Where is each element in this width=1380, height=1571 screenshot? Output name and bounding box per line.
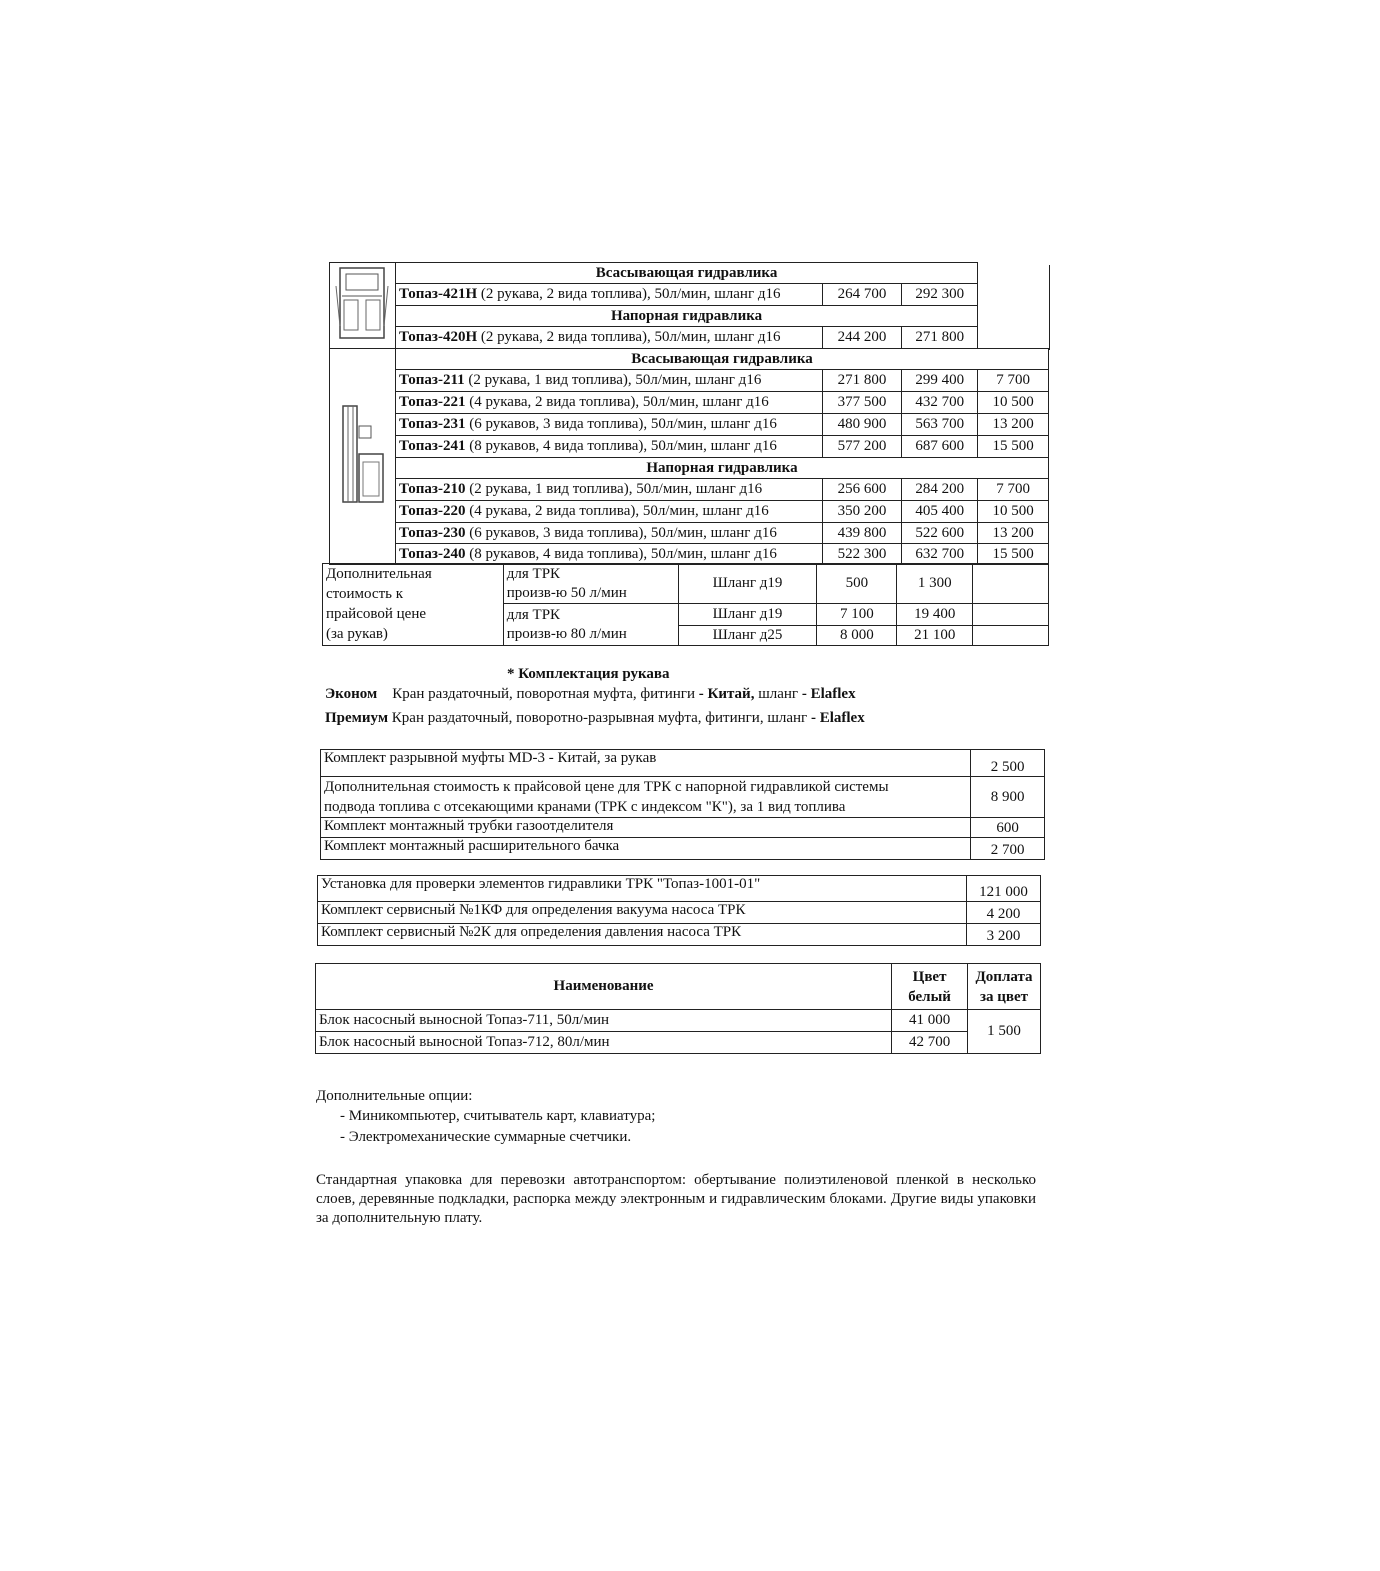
price-cell: 432 700 <box>902 392 978 414</box>
price-cell: 405 400 <box>902 501 978 523</box>
model-name: Топаз-420Н <box>398 329 478 345</box>
price-cell: 480 900 <box>822 414 902 436</box>
table-row <box>316 1010 1041 1032</box>
section-header: Напорная гидравлика <box>395 458 1048 479</box>
model-desc: (2 рукава, 2 вида топлива), 50л/мин, шланг д16 <box>480 329 781 345</box>
service-table <box>317 875 1041 946</box>
model-desc: (2 рукава, 2 вида топлива), 50л/мин, шланг д16 <box>480 286 781 302</box>
fuel-dispenser-column-icon <box>337 402 387 506</box>
item-name: Комплект разрывной муфты MD-3 - Китай, за рукав <box>321 750 971 777</box>
price-cell: 41 000 <box>892 1010 968 1032</box>
price-cell: 600 <box>971 818 1045 838</box>
table-row <box>330 436 1049 458</box>
price-cell: 292 300 <box>902 284 978 306</box>
options-item: - Электромеханические суммарные счетчики. <box>340 1129 632 1145</box>
price-cell: 299 400 <box>902 370 978 392</box>
table-row <box>330 392 1049 414</box>
ekonom-line: Эконом Кран раздаточный, поворотная муфта, фитинги - Китай, шланг - Elaflex <box>325 686 856 702</box>
section-header: Напорная гидравлика <box>395 306 977 327</box>
extra-cost-table <box>322 563 1049 646</box>
price-cell: 577 200 <box>822 436 902 458</box>
table-row <box>330 327 1049 349</box>
price-cell: 10 500 <box>978 501 1049 523</box>
header-name: Наименование <box>316 964 892 1010</box>
hose-cell: Шланг д19 <box>678 604 817 626</box>
hose-cell: Шланг д25 <box>678 626 817 646</box>
model-name: Топаз-220 <box>398 503 466 519</box>
model-name: Топаз-210 <box>398 481 466 497</box>
price-cell: 19 400 <box>897 604 973 626</box>
price-cell: 2 700 <box>971 838 1045 860</box>
table-row <box>330 284 1049 306</box>
price-cell: 42 700 <box>892 1032 968 1054</box>
table-row <box>318 924 1041 946</box>
price-cell: 7 700 <box>978 370 1049 392</box>
price-cell: 563 700 <box>902 414 978 436</box>
price-cell: 3 200 <box>967 924 1041 946</box>
item-name: Комплект монтажный трубки газоотделителя <box>321 818 971 838</box>
table-edge-line <box>1049 265 1050 350</box>
model-desc: (4 рукава, 2 вида топлива), 50л/мин, шланг д16 <box>469 503 769 519</box>
price-cell: 2 500 <box>971 750 1045 777</box>
options-item: - Миникомпьютер, считыватель карт, клавиатура; <box>340 1108 656 1124</box>
model-name: Топаз-211 <box>398 372 465 388</box>
price-cell: 13 200 <box>978 414 1049 436</box>
price-cell: 500 <box>817 564 897 604</box>
surcharge-cell: 1 500 <box>968 1010 1041 1054</box>
model-desc: (4 рукава, 2 вида топлива), 50л/мин, шланг д16 <box>469 394 769 410</box>
price-cell: 284 200 <box>902 479 978 501</box>
komplektacia-title: * Комплектация рукава <box>507 666 670 682</box>
price-cell: 264 700 <box>822 284 902 306</box>
model-desc: (6 рукавов, 3 вида топлива), 50л/мин, шланг д16 <box>469 524 777 541</box>
price-cell: 10 500 <box>978 392 1049 414</box>
table-row <box>330 370 1049 392</box>
price-cell: 13 200 <box>978 523 1049 544</box>
table-row <box>316 1032 1041 1054</box>
options-title: Дополнительные опции: <box>316 1088 473 1104</box>
model-desc: (8 рукавов, 4 вида топлива), 50л/мин, шланг д16 <box>469 438 777 454</box>
price-cell: 377 500 <box>822 392 902 414</box>
price-cell: 4 200 <box>967 902 1041 924</box>
price-cell: 7 700 <box>978 479 1049 501</box>
fuel-dispenser-icon <box>332 266 392 340</box>
section-header: Всасывающая гидравлика <box>395 349 1048 370</box>
price-cell: 8 000 <box>817 626 897 646</box>
price-cell: 350 200 <box>822 501 902 523</box>
header-color-white: Цвет белый <box>892 964 968 1010</box>
header-color-surcharge: Доплата за цвет <box>968 964 1041 1010</box>
model-desc: (6 рукавов, 3 вида топлива), 50л/мин, шланг д16 <box>469 416 777 432</box>
price-cell: 687 600 <box>902 436 978 458</box>
section-header: Всасывающая гидравлика <box>395 263 977 284</box>
dispenser-image-400 <box>330 263 396 349</box>
price-cell: 244 200 <box>822 327 902 349</box>
main-price-table <box>329 262 1049 565</box>
pump-blocks-table <box>315 963 1041 1054</box>
model-desc: (2 рукава, 1 вид топлива), 50л/мин, шланг д16 <box>469 481 763 497</box>
packaging-paragraph: Стандартная упаковка для перевозки автотранспортом: обертывание полиэтиленовой пленкой в несколько слоев, деревянные подкладки, распорка между электронным и гидравлическим блоками. Другие виды упаковки за дополнительную плату. <box>316 1172 1036 1226</box>
model-desc: (8 рукавов, 4 вида топлива), 50л/мин, шланг д16 <box>469 545 777 562</box>
price-cell: 522 300 <box>822 544 902 565</box>
price-cell: 1 300 <box>897 564 973 604</box>
price-cell: 121 000 <box>967 876 1041 902</box>
price-cell: 15 500 <box>978 436 1049 458</box>
price-cell: 271 800 <box>902 327 978 349</box>
table-row <box>330 501 1049 523</box>
item-name: Дополнительная стоимость к прайсовой цене для ТРК с напорной гидравликой системы подвода топлива с отсекающими кранами (ТРК с индексом "К"), за 1 вид топлива <box>321 777 971 818</box>
model-name: Топаз-240 <box>398 545 466 562</box>
price-cell: 439 800 <box>822 523 902 544</box>
model-name: Топаз-421Н <box>398 286 478 302</box>
table-row <box>330 479 1049 501</box>
model-name: Топаз-230 <box>398 524 466 541</box>
extra-cost-label: Дополнительная стоимость к прайсовой цене (за рукав) <box>323 564 504 646</box>
price-cell: 632 700 <box>902 544 978 565</box>
price-cell: 522 600 <box>902 523 978 544</box>
table-row <box>321 838 1045 860</box>
table-row <box>318 876 1041 902</box>
item-name: Установка для проверки элементов гидравлики ТРК "Топаз-1001-01" <box>318 876 967 902</box>
item-name: Блок насосный выносной Топаз-711, 50л/мин <box>316 1010 892 1032</box>
model-desc: (2 рукава, 1 вид топлива), 50л/мин, шланг д16 <box>468 372 762 388</box>
item-name: Комплект сервисный №2К для определения давления насоса ТРК <box>318 924 967 946</box>
model-name: Топаз-231 <box>398 416 466 432</box>
item-name: Комплект монтажный расширительного бачка <box>321 838 971 860</box>
price-cell: 271 800 <box>822 370 902 392</box>
price-cell: 21 100 <box>897 626 973 646</box>
dispenser-image-200 <box>330 349 396 565</box>
table-row <box>318 902 1041 924</box>
table-row <box>330 544 1049 565</box>
hose-cell: Шланг д19 <box>678 564 817 604</box>
item-name: Комплект сервисный №1КФ для определения вакуума насоса ТРК <box>318 902 967 924</box>
price-cell: 256 600 <box>822 479 902 501</box>
extra-group-50: для ТРК произв-ю 50 л/мин <box>503 564 678 604</box>
table-row <box>321 750 1045 777</box>
price-cell: 15 500 <box>978 544 1049 565</box>
price-cell: 8 900 <box>971 777 1045 818</box>
item-name: Блок насосный выносной Топаз-712, 80л/мин <box>316 1032 892 1054</box>
price-cell: 7 100 <box>817 604 897 626</box>
table-row <box>321 818 1045 838</box>
model-name: Топаз-221 <box>398 394 466 410</box>
model-name: Топаз-241 <box>398 438 466 454</box>
premium-line: Премиум Кран раздаточный, поворотно-разрывная муфта, фитинги, шланг - Elaflex <box>325 710 865 726</box>
extra-group-80: для ТРК произв-ю 80 л/мин <box>503 604 678 646</box>
table-row <box>321 777 1045 818</box>
accessories-table <box>320 749 1045 860</box>
table-row <box>330 414 1049 436</box>
table-row <box>330 523 1049 544</box>
